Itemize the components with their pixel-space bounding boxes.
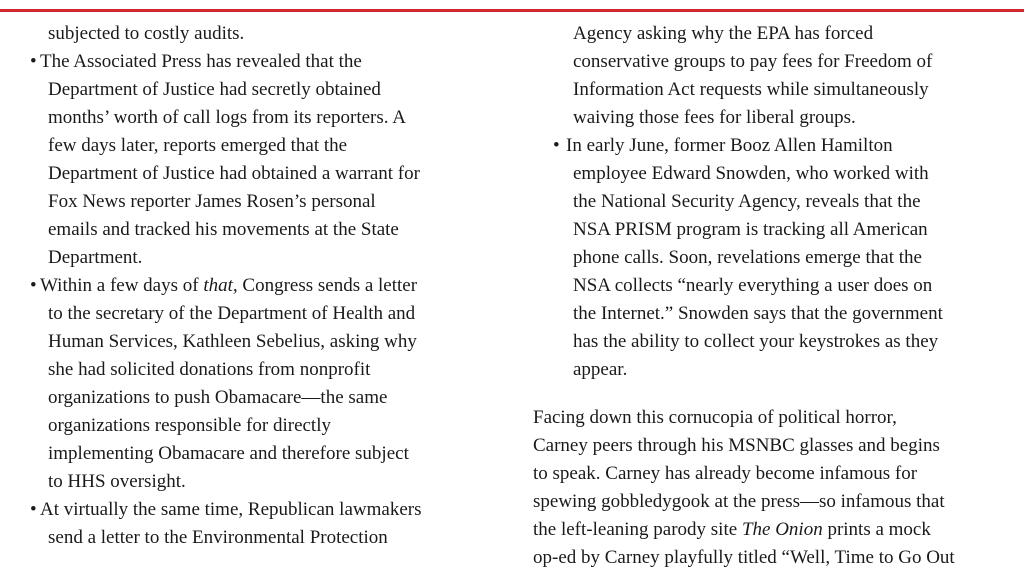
text-line: Department of Justice had obtained a warrant for	[48, 163, 420, 184]
text-line: NSA collects “nearly everything a user does on	[573, 275, 933, 296]
top-accent-rule	[0, 9, 1024, 12]
bullet-icon: •	[30, 51, 37, 72]
text-line: NSA PRISM program is tracking all American	[573, 219, 928, 240]
text-line: Department.	[48, 247, 143, 268]
text-line: Facing down this cornucopia of political horror,	[533, 407, 897, 428]
text-fragment: Within a few days of	[40, 275, 204, 296]
text-line: implementing Obamacare and therefore subject	[48, 443, 409, 464]
left-text-column	[30, 20, 500, 552]
text-line: send a letter to the Environmental Protection	[48, 527, 388, 548]
text-line: op-ed by Carney playfully titled “Well, Time to Go Out	[533, 547, 955, 568]
text-line: employee Edward Snowden, who worked with	[573, 163, 929, 184]
text-line: At virtually the same time, Republican lawmakers	[40, 499, 422, 520]
text-line: appear.	[573, 359, 628, 380]
bullet-item-epa	[30, 496, 500, 524]
text-line: Information Act requests while simultaneously	[573, 79, 929, 100]
bullet-item-congress	[30, 272, 500, 300]
text-line: she had solicited donations from nonprofit	[48, 359, 371, 380]
text-line: emails and tracked his movements at the State	[48, 219, 399, 240]
text-line: Human Services, Kathleen Sebelius, asking why	[48, 331, 417, 352]
publication-title: The Onion	[741, 519, 823, 540]
bullet-item-ap	[30, 48, 500, 76]
text-fragment: prints a mock	[822, 519, 931, 540]
text-line: to the secretary of the Department of Health and	[48, 303, 416, 324]
bullet-icon: •	[30, 275, 37, 296]
text-line: organizations to push Obamacare—the same	[48, 387, 388, 408]
text-line: few days later, reports emerged that the	[48, 135, 348, 156]
text-line: the Internet.” Snowden says that the government	[573, 303, 943, 324]
bullet-icon: •	[30, 499, 37, 520]
text-line: organizations responsible for directly	[48, 415, 331, 436]
right-text-column	[533, 20, 1018, 572]
text-fragment: Congress sends a letter	[237, 275, 418, 296]
emphasis-text: that,	[203, 275, 238, 296]
text-fragment: the left-leaning parody site	[533, 519, 742, 540]
text-line: Carney peers through his MSNBC glasses and begins	[533, 435, 940, 456]
text-line: conservative groups to pay fees for Freedom of	[573, 51, 933, 72]
text-line	[40, 275, 417, 296]
text-line: months’ worth of call logs from its reporters. A	[48, 107, 406, 128]
text-line: In early June, former Booz Allen Hamilton	[566, 135, 893, 156]
text-line: phone calls. Soon, revelations emerge that the	[573, 247, 922, 268]
text-line: to speak. Carney has already become infamous for	[533, 463, 918, 484]
text-line: subjected to costly audits.	[48, 23, 245, 44]
paragraph-gap	[533, 384, 1018, 404]
text-line: Agency asking why the EPA has forced	[573, 23, 874, 44]
bullet-icon: •	[553, 135, 560, 156]
bullet-item-snowden	[533, 132, 1018, 160]
text-line	[533, 516, 1018, 544]
text-line: has the ability to collect your keystrokes as they	[573, 331, 939, 352]
text-line: waiving those fees for liberal groups.	[573, 107, 856, 128]
text-line: Department of Justice had secretly obtained	[48, 79, 381, 100]
text-line: spewing gobbledygook at the press—so infamous that	[533, 491, 945, 512]
text-line: The Associated Press has revealed that the	[40, 51, 362, 72]
text-line: to HHS oversight.	[48, 471, 186, 492]
text-line: the National Security Agency, reveals that the	[573, 191, 921, 212]
text-line: Fox News reporter James Rosen’s personal	[48, 191, 376, 212]
